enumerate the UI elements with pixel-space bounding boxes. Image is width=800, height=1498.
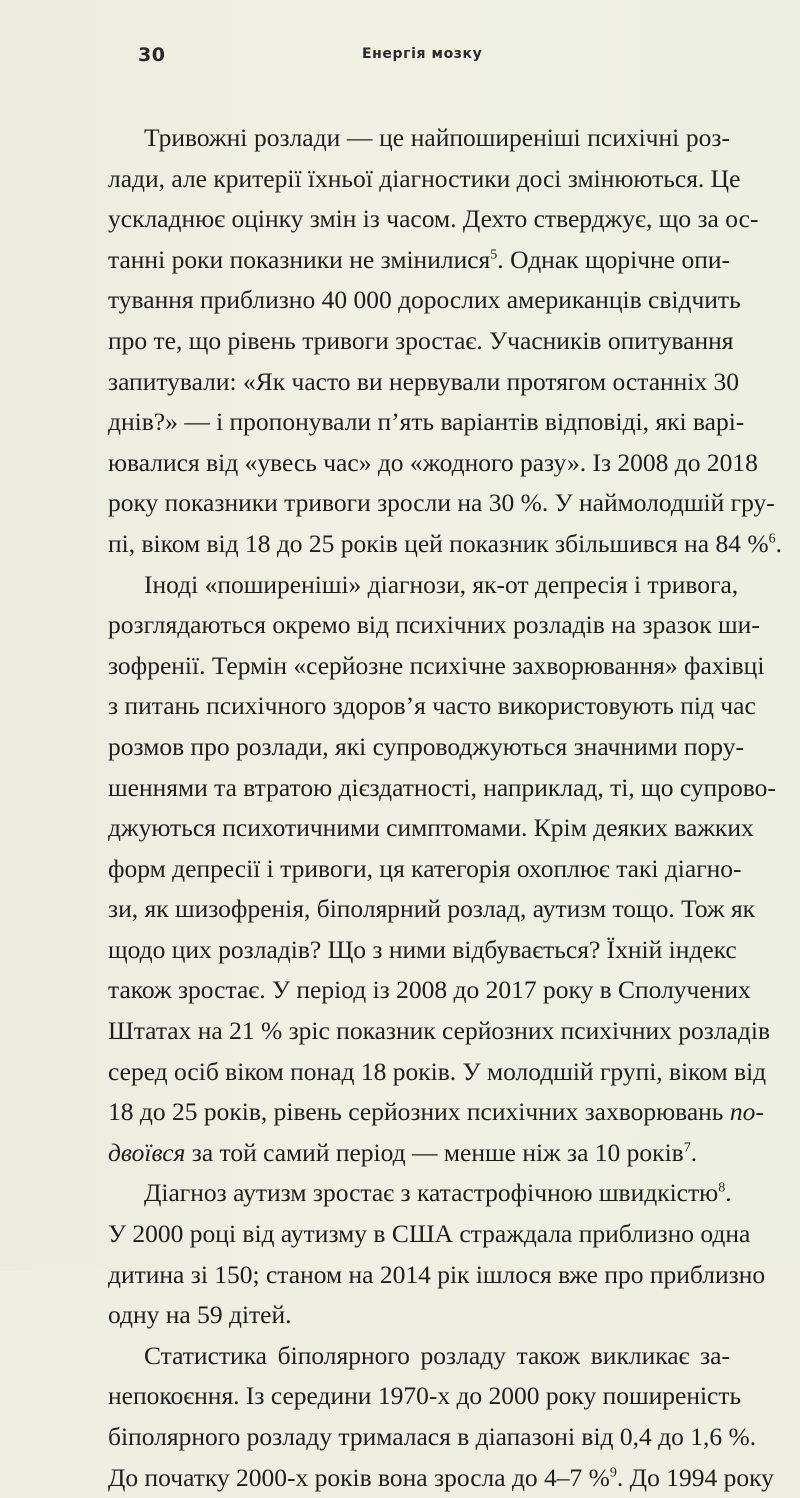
text-line: Іноді «поширеніші» діагнози, як-от депресія і тривога, [144,569,739,599]
body-text [108,118,782,1498]
text-fragment: . [725,1178,732,1208]
page-number: 30 [138,44,166,66]
text-line: ювалися від «увесь час» до «жодного разу». Із 2008 до 2018 [108,447,758,477]
running-head [138,44,698,74]
text-line: тування приблизно 40 000 дорослих американців свідчить [108,285,741,315]
text-line: Статистика біполярного розладу також викликає за- [144,1340,730,1370]
text-line: біполярного розладу трималася в діапазоні від 0,4 до 1,6 %. [108,1422,757,1451]
text-line: Тривожні розлади — це найпоширеніші психічні роз- [144,123,730,152]
text-line [108,524,782,565]
text-line [108,1458,774,1498]
text-line: запитували: «Як часто ви нервували протягом останніх 30 [108,366,740,396]
text-line [108,240,730,281]
text-line: розглядаються окремо від психічних розладів на зразок ши- [108,610,760,640]
text-line [108,1173,730,1214]
text-line [108,1133,730,1174]
text-line: непокоєння. Із середини 1970-х до 2000 року поширеність [108,1381,742,1411]
paragraph-4 [108,1336,774,1498]
footnote-marker[interactable]: 5 [490,247,498,263]
paragraph-3 [108,1173,766,1335]
footnote-marker[interactable]: 7 [683,1140,691,1156]
text-fragment: 18 до 25 років, рівень серйозних психічних захворювань [108,1097,724,1127]
text-line: також зростає. У період із 2008 до 2017 року в Сполучених [108,975,751,1005]
text-fragment: . Однак щорічне опи- [497,244,731,274]
text-line: розмов про розлади, які супроводжуються значними пору- [108,731,744,761]
running-title: Енергія мозку [362,46,483,62]
text-fragment: До початку 2000-х років вона зросла до 4–7 % [108,1462,610,1492]
footnote-marker[interactable]: 6 [768,531,776,547]
text-line: року показники тривоги зросли на 30 %. У наймолодшій гру- [108,488,775,518]
text-fragment: танні роки показники не змінилися [108,244,491,274]
text-fragment: пі, віком від 18 до 25 років цей показник збільшився на 84 % [108,528,769,558]
text-fragment: за той самий період — менше ніж за 10 років [185,1137,684,1167]
text-line: серед осіб віком понад 18 років. У молодшій групі, віком від [108,1056,767,1086]
text-line: зи, як шизофренія, біполярний розлад, аутизм тощо. Тож як [108,894,756,924]
text-line: дитина зі 150; станом на 2014 рік ішлося вже про приблизно [108,1259,766,1289]
text-line: Штатах на 21 % зріс показник серйозних психічних розладів [108,1016,771,1046]
text-line: з питань психічного здоров’я часто використовують під час [108,691,756,721]
footnote-marker[interactable]: 9 [609,1465,617,1481]
text-fragment: . До 1994 року [616,1462,774,1492]
text-line: У 2000 році від аутизму в США страждала приблизно одна [108,1219,751,1249]
text-line: ускладнює оцінку змін із часом. Дехто стверджує, що за ос- [108,204,759,234]
text-line: форм депресії і тривоги, ця категорія охоплює такі діагно- [108,853,742,883]
text-line: шеннями та втратою дієздатності, наприклад, ті, що супрово- [108,772,776,802]
text-fragment: . [690,1137,698,1167]
text-line: одну на 59 дітей. [108,1300,292,1330]
text-line: про те, що рівень тривоги зростає. Учасників опитування [108,325,734,355]
text-fragment: Діагноз аутизм зростає з катастрофічною швидкістю [144,1178,719,1208]
paragraph-1 [108,118,782,565]
text-line: днів?» — і пропонували п’ять варіантів відповіді, які варі- [108,407,745,437]
footnote-marker[interactable]: 8 [718,1180,726,1196]
text-line: зофренії. Термін «серйозне психічне захворювання» фахівці [108,650,765,680]
text-line: щодо цих розладів? Що з ними відбувається? Їхній індекс [108,934,737,964]
text-line [108,1092,764,1133]
text-fragment: . [775,528,782,558]
italic-fragment: двоївся [108,1137,186,1167]
text-line: лади, але критерії їхньої діагностики досі змінюються. Це [108,163,741,193]
italic-fragment: по- [729,1097,764,1127]
text-line: джуються психотичними симптомами. Крім деяких важких [108,813,754,843]
paragraph-2 [108,565,776,1174]
